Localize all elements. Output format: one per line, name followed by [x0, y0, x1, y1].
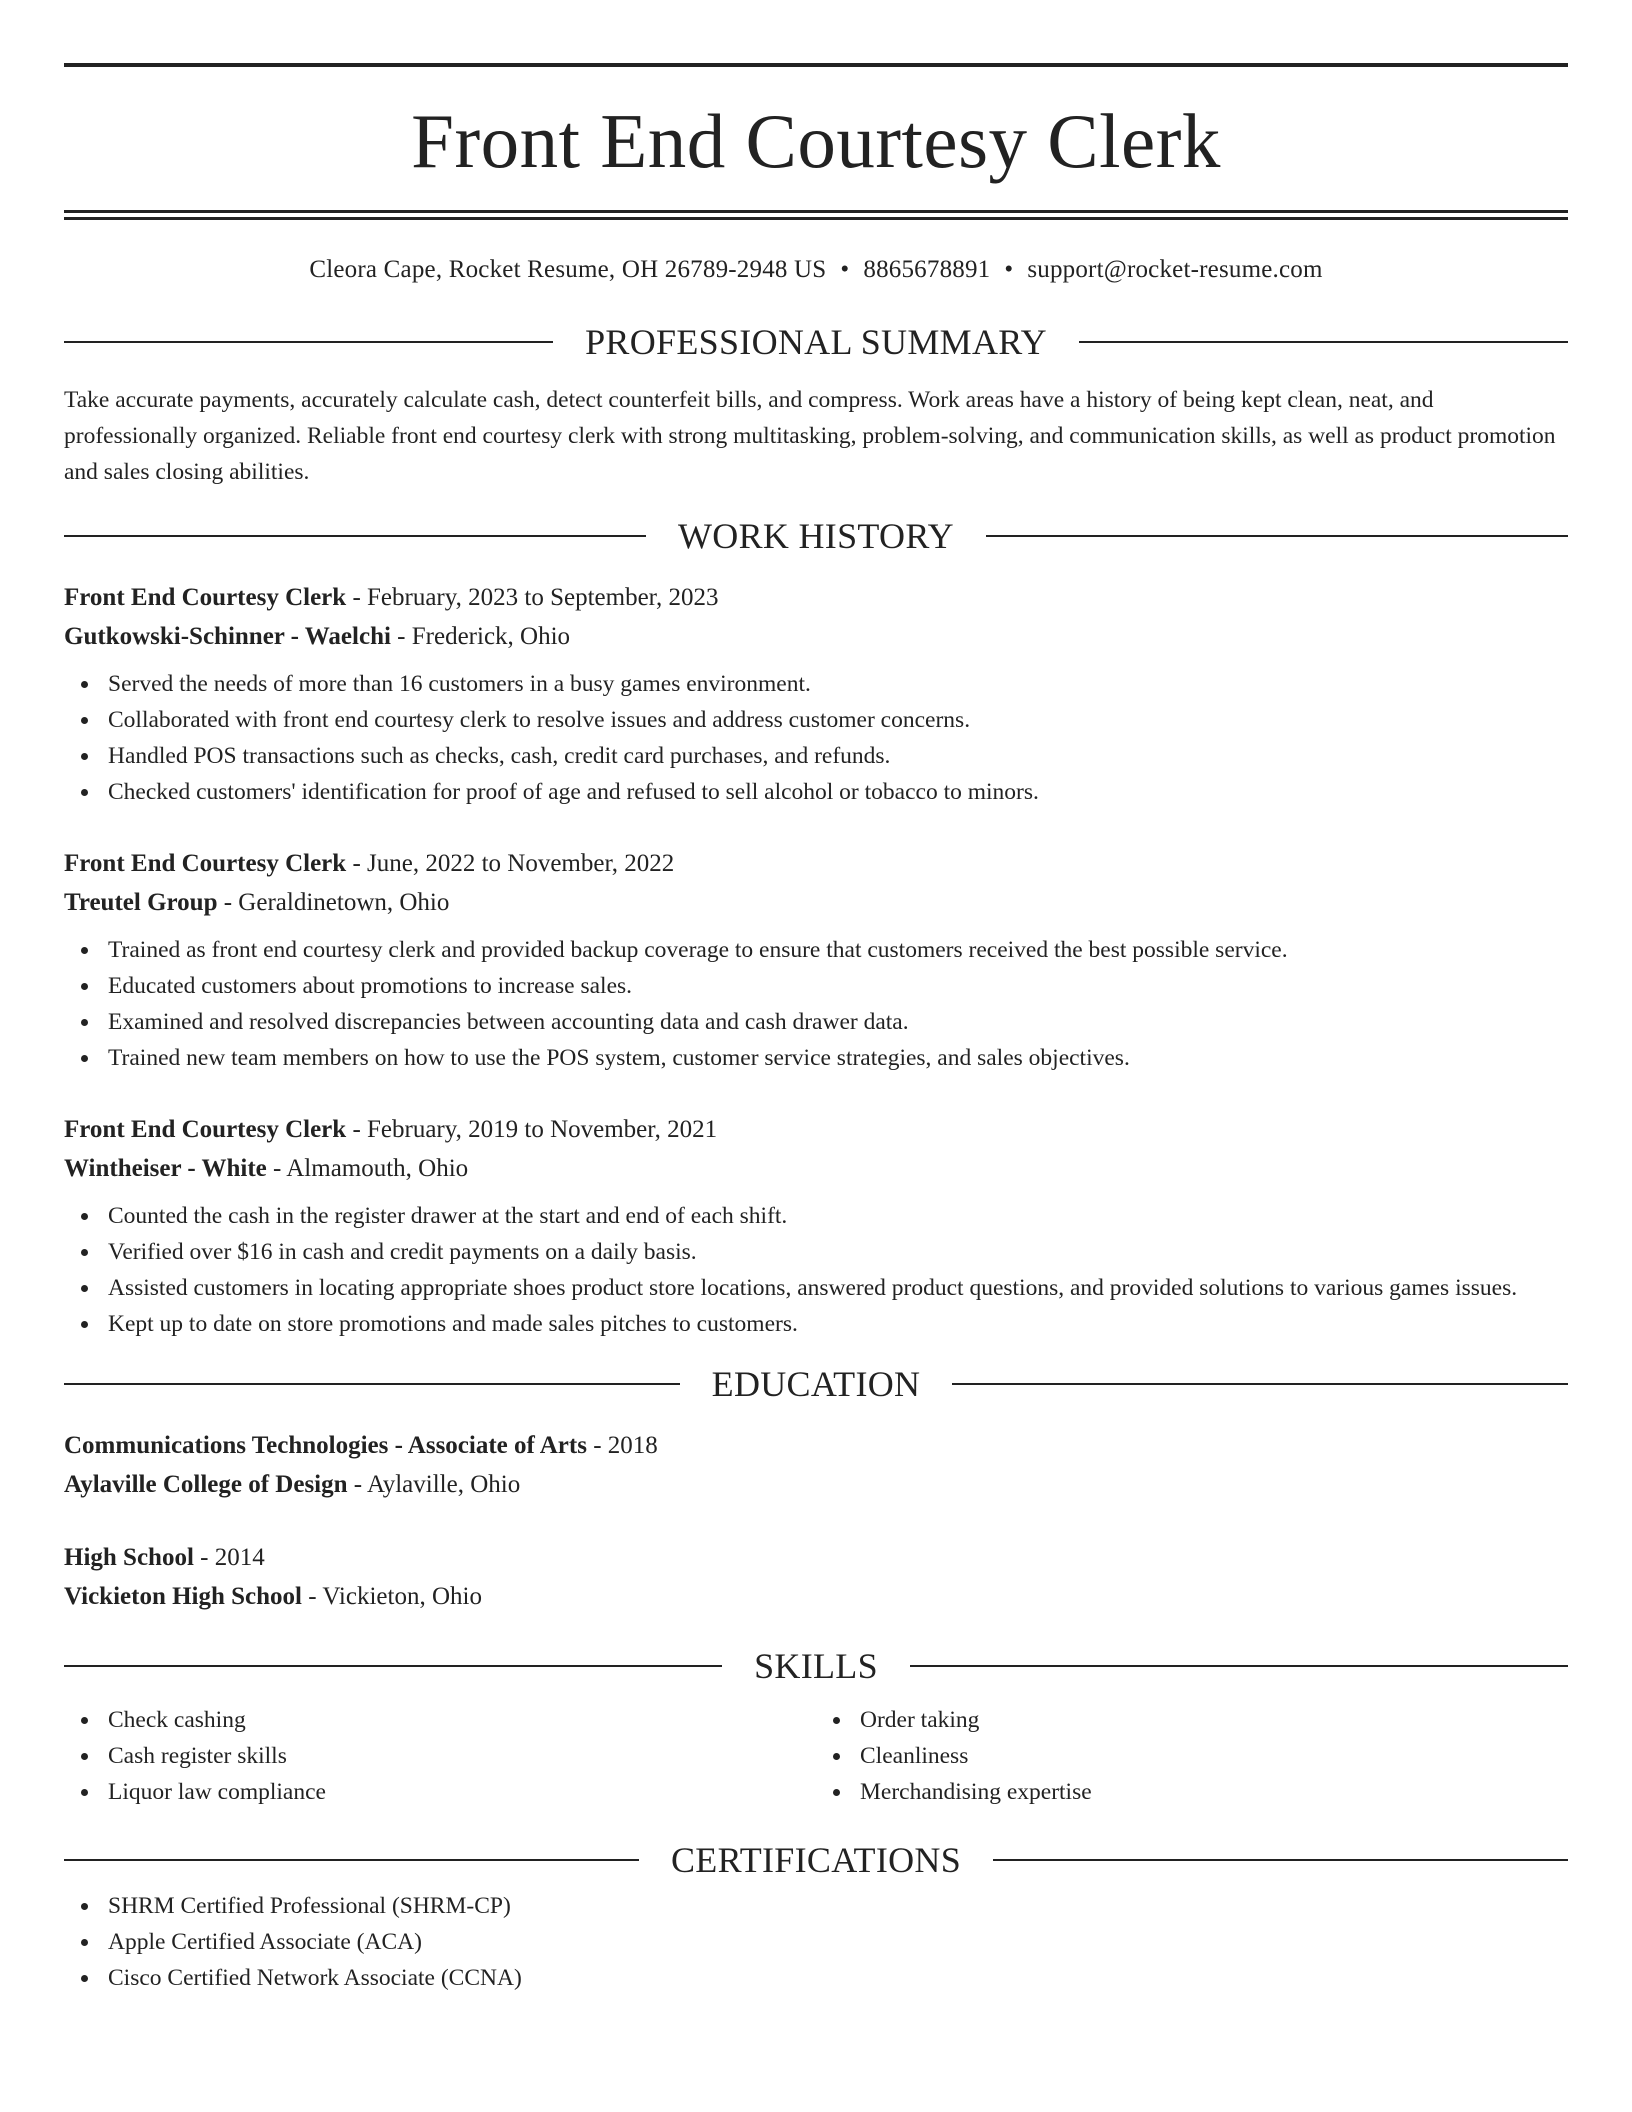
list-item: Liquor law compliance	[64, 1774, 816, 1810]
list-item: Examined and resolved discrepancies between accounting data and cash drawer data.	[64, 1004, 1568, 1040]
education-degree: High School	[64, 1544, 194, 1571]
skills-list	[64, 1702, 1568, 1810]
job-title: Front End Courtesy Clerk	[64, 850, 347, 877]
list-item: Check cashing	[64, 1702, 816, 1738]
job-company: Wintheiser - White	[64, 1155, 267, 1182]
education-degree-line	[64, 1538, 1568, 1577]
skills-column-right	[816, 1702, 1568, 1810]
job-bullets	[64, 1198, 1568, 1342]
job-bullets	[64, 932, 1568, 1076]
list-item: Trained new team members on how to use the POS system, customer service strategies, and sales objectives.	[64, 1040, 1568, 1076]
section-rule	[910, 1665, 1568, 1667]
job-company: Treutel Group	[64, 889, 218, 916]
job-title: Front End Courtesy Clerk	[64, 584, 347, 611]
contact-separator: •	[840, 256, 850, 283]
job-entry	[64, 1110, 1568, 1342]
title-double-rule	[64, 210, 1568, 220]
section-header-certifications	[64, 1842, 1568, 1878]
education-year: - 2018	[586, 1432, 658, 1459]
job-company: Gutkowski-Schinner - Waelchi	[64, 623, 391, 650]
education-year: - 2014	[193, 1544, 265, 1571]
job-entry	[64, 844, 1568, 1076]
section-rule	[64, 535, 646, 537]
education-degree-line	[64, 1426, 1568, 1465]
job-bullets	[64, 666, 1568, 810]
section-rule	[993, 1859, 1568, 1861]
section-title: CERTIFICATIONS	[670, 1840, 962, 1880]
section-header-skills	[64, 1648, 1568, 1684]
section-header-work-history	[64, 518, 1568, 554]
list-item: Order taking	[816, 1702, 1568, 1738]
contact-separator: •	[1004, 256, 1014, 283]
list-item: Collaborated with front end courtesy clerk to resolve issues and address customer concerns.	[64, 702, 1568, 738]
section-title: SKILLS	[754, 1646, 878, 1686]
section-title: WORK HISTORY	[678, 516, 954, 556]
section-rule	[1079, 341, 1568, 343]
section-rule	[64, 341, 553, 343]
job-company-line	[64, 883, 1568, 922]
list-item: Merchandising expertise	[816, 1774, 1568, 1810]
education-school: Aylaville College of Design	[64, 1471, 348, 1498]
job-company-line	[64, 1149, 1568, 1188]
job-location: - Geraldinetown, Ohio	[217, 889, 450, 916]
job-dates: - February, 2019 to November, 2021	[346, 1116, 718, 1143]
job-title: Front End Courtesy Clerk	[64, 1116, 347, 1143]
education-school-line	[64, 1577, 1568, 1616]
contact-address: Cleora Cape, Rocket Resume, OH 26789-2948 US	[309, 256, 827, 283]
job-title-line	[64, 1110, 1568, 1149]
education-location: - Aylaville, Ohio	[347, 1471, 521, 1498]
section-rule	[64, 1665, 722, 1667]
contact-phone: 8865678891	[863, 256, 991, 283]
resume-title: Front End Courtesy Clerk	[411, 98, 1221, 184]
education-school: Vickieton High School	[64, 1583, 302, 1610]
list-item: Trained as front end courtesy clerk and provided backup coverage to ensure that customers received the best possible service.	[64, 932, 1568, 968]
job-title-line	[64, 578, 1568, 617]
list-item: Served the needs of more than 16 customers in a busy games environment.	[64, 666, 1568, 702]
list-item: Cisco Certified Network Associate (CCNA)	[64, 1960, 1568, 1996]
section-rule	[64, 1383, 680, 1385]
job-dates: - June, 2022 to November, 2022	[346, 850, 675, 877]
top-rule	[64, 63, 1568, 67]
list-item: Handled POS transactions such as checks, cash, credit card purchases, and refunds.	[64, 738, 1568, 774]
education-degree: Communications Technologies - Associate of Arts	[64, 1432, 587, 1459]
education-entry	[64, 1538, 1568, 1616]
job-location: - Almamouth, Ohio	[266, 1155, 469, 1182]
job-dates: - February, 2023 to September, 2023	[346, 584, 719, 611]
section-rule	[952, 1383, 1568, 1385]
summary-text: Take accurate payments, accurately calculate cash, detect counterfeit bills, and compress. Work areas have a history of being kept clean, neat, and professionally organized. Reliable front end courtesy clerk with strong multitasking, problem-solving, and communication skills, as well as product promotion and sales closing abilities.	[64, 387, 1556, 485]
job-entry	[64, 578, 1568, 810]
section-header-education	[64, 1366, 1568, 1402]
list-item: Kept up to date on store promotions and made sales pitches to customers.	[64, 1306, 1568, 1342]
contact-line	[64, 256, 1568, 284]
job-title-line	[64, 844, 1568, 883]
education-location: - Vickieton, Ohio	[302, 1583, 482, 1610]
certifications-list	[64, 1888, 1568, 1996]
list-item: Verified over $16 in cash and credit payments on a daily basis.	[64, 1234, 1568, 1270]
education-entry	[64, 1426, 1568, 1504]
list-item: Educated customers about promotions to increase sales.	[64, 968, 1568, 1004]
list-item: Counted the cash in the register drawer at the start and end of each shift.	[64, 1198, 1568, 1234]
section-title: EDUCATION	[711, 1364, 921, 1404]
section-rule	[986, 535, 1568, 537]
list-item: SHRM Certified Professional (SHRM-CP)	[64, 1888, 1568, 1924]
list-item: Assisted customers in locating appropriate shoes product store locations, answered product questions, and provided solutions to various games issues.	[64, 1270, 1568, 1306]
list-item: Cleanliness	[816, 1738, 1568, 1774]
education-school-line	[64, 1465, 1568, 1504]
list-item: Apple Certified Associate (ACA)	[64, 1924, 1568, 1960]
skills-column-left	[64, 1702, 816, 1810]
list-item: Checked customers' identification for proof of age and refused to sell alcohol or tobacco to minors.	[64, 774, 1568, 810]
list-item: Cash register skills	[64, 1738, 816, 1774]
section-header-summary	[64, 324, 1568, 360]
job-company-line	[64, 617, 1568, 656]
section-title: PROFESSIONAL SUMMARY	[585, 322, 1047, 362]
contact-email: support@rocket-resume.com	[1027, 256, 1323, 283]
job-location: - Frederick, Ohio	[390, 623, 571, 650]
section-rule	[64, 1859, 639, 1861]
